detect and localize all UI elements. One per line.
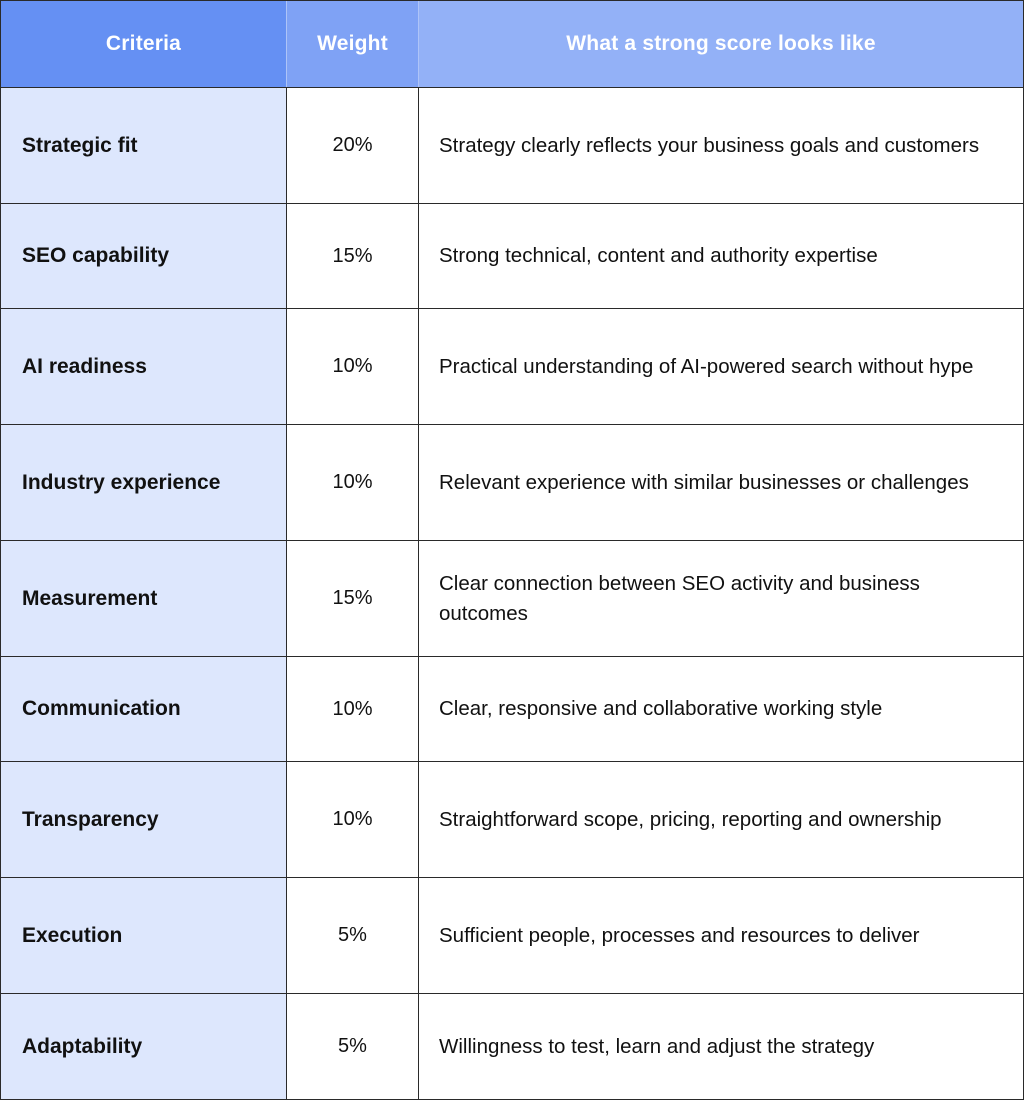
table-header-row xyxy=(1,1,1023,88)
weight-cell: 10% xyxy=(286,657,418,761)
weight-cell: 10% xyxy=(286,762,418,877)
table-row xyxy=(1,204,1023,309)
criteria-cell: Adaptability xyxy=(1,994,286,1099)
header-criteria: Criteria xyxy=(1,1,286,87)
weight-cell: 15% xyxy=(286,204,418,308)
description-cell: Strategy clearly reflects your business goals and customers xyxy=(418,88,1023,203)
table-row xyxy=(1,309,1023,425)
weight-cell: 10% xyxy=(286,425,418,540)
header-description: What a strong score looks like xyxy=(418,1,1023,87)
description-cell: Strong technical, content and authority expertise xyxy=(418,204,1023,308)
weight-cell: 10% xyxy=(286,309,418,424)
table-row xyxy=(1,878,1023,994)
table-row xyxy=(1,994,1023,1099)
criteria-cell: Measurement xyxy=(1,541,286,656)
criteria-cell: Transparency xyxy=(1,762,286,877)
description-cell: Practical understanding of AI-powered search without hype xyxy=(418,309,1023,424)
description-cell: Clear, responsive and collaborative working style xyxy=(418,657,1023,761)
description-cell: Relevant experience with similar businesses or challenges xyxy=(418,425,1023,540)
table-row xyxy=(1,425,1023,541)
description-cell: Willingness to test, learn and adjust the strategy xyxy=(418,994,1023,1099)
criteria-cell: Execution xyxy=(1,878,286,993)
table-row xyxy=(1,88,1023,204)
table-row xyxy=(1,762,1023,878)
description-cell: Straightforward scope, pricing, reporting and ownership xyxy=(418,762,1023,877)
criteria-cell: SEO capability xyxy=(1,204,286,308)
table-row xyxy=(1,657,1023,762)
weight-cell: 5% xyxy=(286,994,418,1099)
criteria-cell: AI readiness xyxy=(1,309,286,424)
description-cell: Clear connection between SEO activity and business outcomes xyxy=(418,541,1023,656)
table-row xyxy=(1,541,1023,657)
weight-cell: 20% xyxy=(286,88,418,203)
description-cell: Sufficient people, processes and resources to deliver xyxy=(418,878,1023,993)
criteria-cell: Strategic fit xyxy=(1,88,286,203)
weight-cell: 5% xyxy=(286,878,418,993)
criteria-cell: Communication xyxy=(1,657,286,761)
weight-cell: 15% xyxy=(286,541,418,656)
criteria-cell: Industry experience xyxy=(1,425,286,540)
header-weight: Weight xyxy=(286,1,418,87)
